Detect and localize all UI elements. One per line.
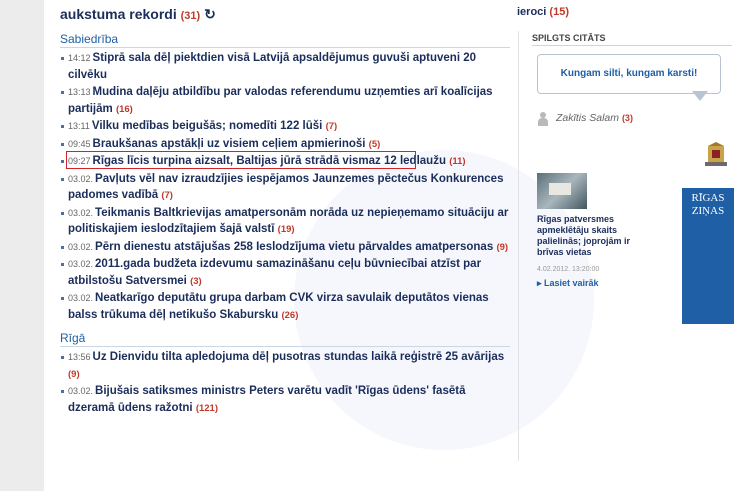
quote-heading: SPILGTS CITĀTS: [532, 31, 732, 46]
cut-headline[interactable]: aukstuma rekordi (31) ↻: [60, 6, 216, 22]
news-list: [60, 349, 510, 417]
riga-crest-icon: [703, 142, 729, 168]
section-title-riga[interactable]: Rīgā: [60, 330, 510, 347]
quote-author[interactable]: Zakītis Salam (3): [556, 112, 633, 124]
news-item[interactable]: 13:13 Mudina daļēju atbildību par valodas referendumu uzņemties arī koalīcijas partijām (16): [60, 84, 510, 118]
comment-count[interactable]: (31): [180, 10, 201, 22]
triangle-right-icon: ▸: [537, 278, 545, 288]
column-divider: [518, 31, 519, 461]
rigas-zinas-badge[interactable]: RĪGAS ZIŅAS: [682, 188, 734, 324]
person-icon: [538, 112, 548, 126]
news-item[interactable]: 03.02. 2011.gada budžeta izdevumu samazināšanu ceļu būvniecībai atzīst par atbilstošu Satversmei (3): [60, 256, 510, 290]
left-gutter: [0, 0, 44, 491]
story-thumbnail[interactable]: [537, 173, 587, 209]
read-more-link[interactable]: ▸ Lasiet vairāk: [537, 278, 599, 288]
news-list: [60, 50, 510, 324]
news-item[interactable]: 03.02. Neatkarīgo deputātu grupa darbam CVK virza savulaik deputātos vienas balss trūkuma dēļ netikušo Skabursku (26): [60, 290, 510, 324]
news-column: [60, 31, 510, 417]
highlight-annotation-box: [66, 151, 416, 169]
page: [44, 0, 740, 491]
sidebar-story-title[interactable]: Rīgas patversmes apmeklētāju skaits palielinās; joprojām ir brīvas vietas: [537, 214, 631, 257]
cut-headline-right[interactable]: ieroci (15): [517, 6, 569, 18]
news-item[interactable]: 03.02. Bijušais satiksmes ministrs Peters varētu vadīt 'Rīgas ūdens' fasētā dzeramā ūdens ražotni (121): [60, 383, 510, 417]
quote-bubble-tail: [692, 91, 708, 101]
news-item[interactable]: 13:56 Uz Dienvidu tilta apledojuma dēļ pusotras stundas laikā reģistrē 25 avārijas (9): [60, 349, 510, 383]
news-item[interactable]: 09:45 Braukšanas apstākļi uz visiem ceļiem apmierinoši (5): [60, 136, 510, 154]
quote-bubble[interactable]: Kungam silti, kungam karsti!: [537, 54, 721, 94]
comment-count[interactable]: (15): [549, 6, 569, 18]
news-item[interactable]: 03.02. Pavļuts vēl nav izraudzījies iespējamos Jaunzemes pēctečus Konkurences padomes vadībā (7): [60, 171, 510, 205]
sidebar: [532, 31, 732, 288]
news-item[interactable]: 14:12 Stiprā sala dēļ piektdien visā Latvijā apsaldējumus guvuši aptuveni 20 cilvēku: [60, 50, 510, 84]
sidebar-story-date: 4.02.2012. 13:20:00: [537, 266, 600, 273]
news-item[interactable]: 03.02. Teikmanis Baltkrievijas amatpersonām norāda uz nepieņemamo situāciju ar politiskajiem ieslodzītajiem šajā valstī (19): [60, 205, 510, 239]
news-item-highlighted[interactable]: 13:11 Vilku medības beigušās; nomedīti 122 lūši (7): [60, 118, 510, 136]
section-title-sabiedriba[interactable]: Sabiedrība: [60, 31, 510, 48]
refresh-icon: ↻: [204, 6, 216, 22]
news-item[interactable]: 03.02. Pērn dienestu atstājušas 258 Ieslodzījuma vietu pārvaldes amatpersonas (9): [60, 239, 510, 257]
news-item[interactable]: 09:27 Rīgas līcis turpina aizsalt, Baltijas jūrā strādā vismaz 12 ledlaužu (11): [60, 153, 510, 171]
